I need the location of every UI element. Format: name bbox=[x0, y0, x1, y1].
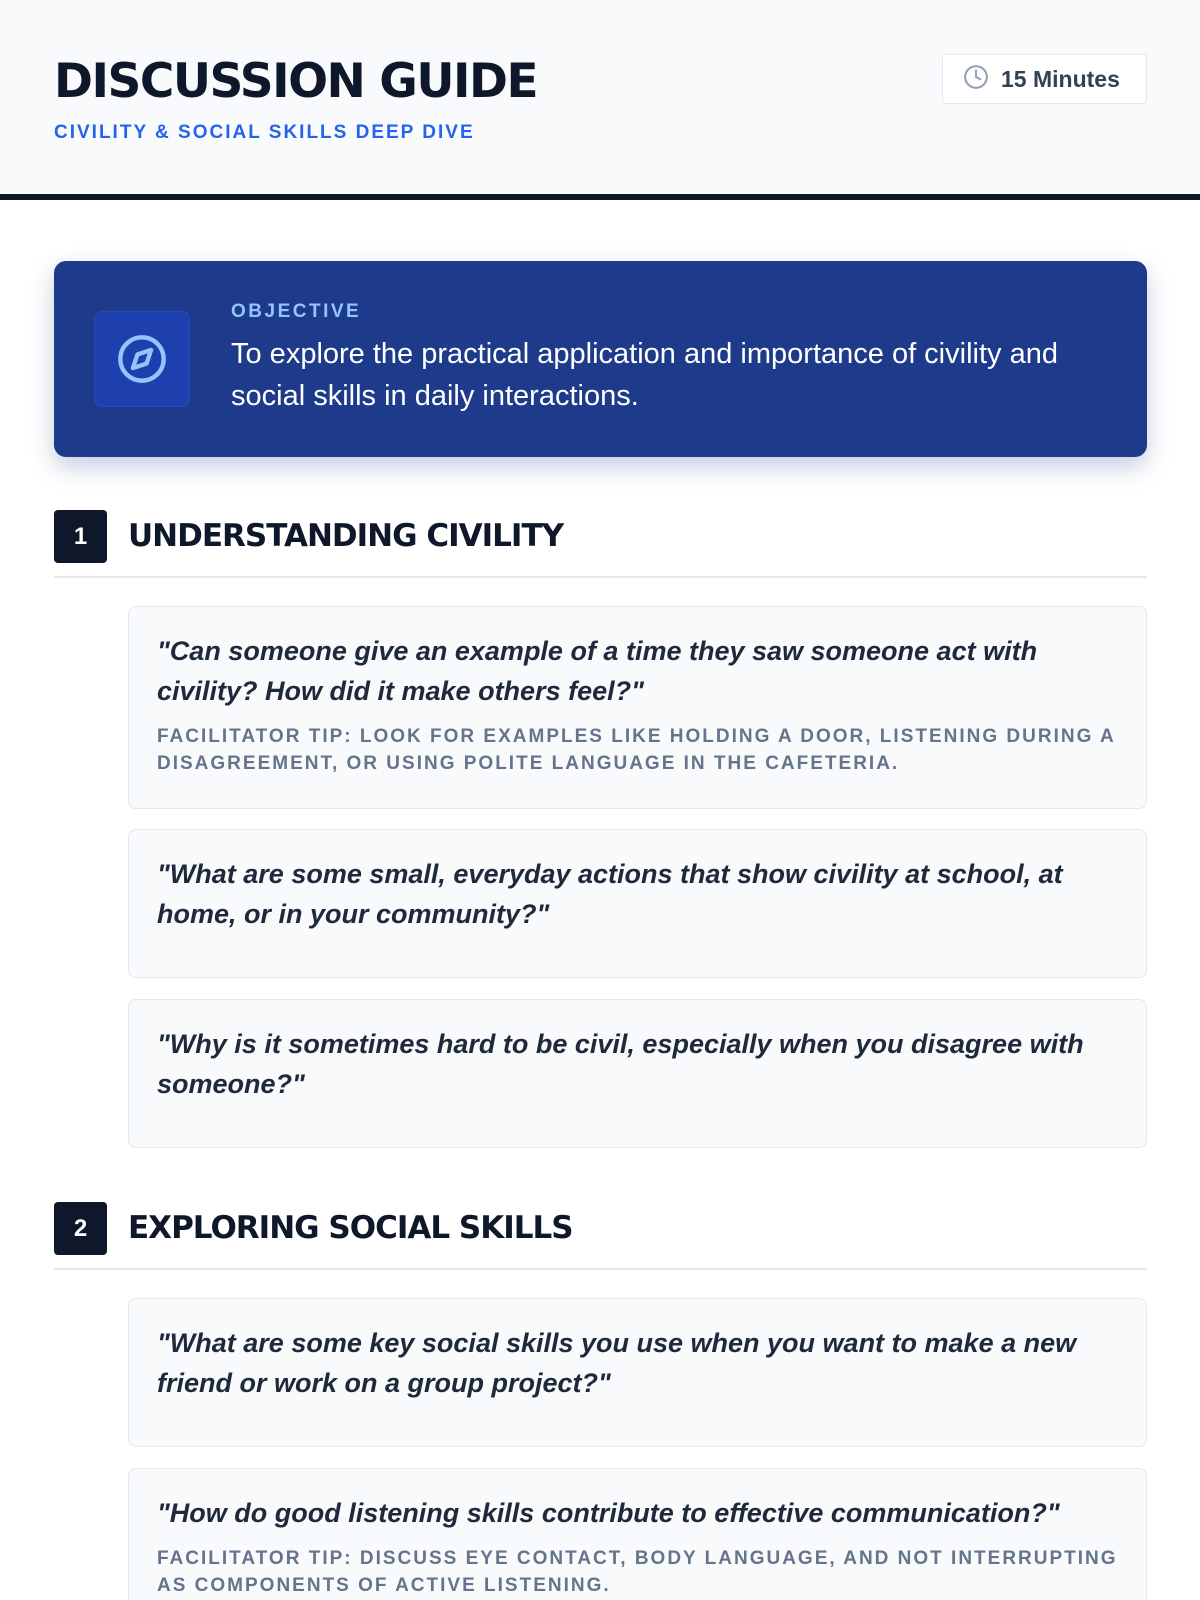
question-card bbox=[128, 999, 1147, 1148]
page-header bbox=[0, 0, 1200, 200]
question-text: "Why is it sometimes hard to be civil, especially when you disagree with someone?" bbox=[157, 1029, 1084, 1099]
section-number: 2 bbox=[54, 1202, 107, 1255]
compass-icon bbox=[94, 311, 190, 407]
page-title: DISCUSSION GUIDE bbox=[54, 54, 538, 109]
section-header bbox=[54, 1202, 1147, 1270]
objective-panel bbox=[54, 261, 1147, 457]
question-text: "How do good listening skills contribute to effective communication?" bbox=[157, 1498, 1060, 1528]
facilitator-tip: FACILITATOR TIP: LOOK FOR EXAMPLES LIKE HOLDING A DOOR, LISTENING DURING A DISAGREEMENT, OR USING POLITE LANGUAGE IN THE CAFETERIA. bbox=[157, 726, 1115, 774]
question-card bbox=[128, 1468, 1147, 1600]
section-exploring-social-skills bbox=[54, 1202, 1147, 1596]
objective-label: OBJECTIVE bbox=[231, 301, 362, 322]
question-card bbox=[128, 829, 1147, 978]
clock-icon bbox=[963, 64, 989, 95]
question-text: "What are some key social skills you use when you want to make a new friend or work on a group project?" bbox=[157, 1328, 1077, 1398]
section-header bbox=[54, 510, 1147, 578]
page-subtitle: CIVILITY & SOCIAL SKILLS DEEP DIVE bbox=[54, 122, 475, 143]
section-number: 1 bbox=[54, 510, 107, 563]
duration-text: 15 Minutes bbox=[1001, 65, 1120, 92]
question-card bbox=[128, 1298, 1147, 1447]
duration-badge bbox=[942, 54, 1147, 104]
question-text: "What are some small, everyday actions that show civility at school, at home, or in your community?" bbox=[157, 859, 1063, 929]
section-understanding-civility bbox=[54, 510, 1147, 1099]
facilitator-tip: FACILITATOR TIP: DISCUSS EYE CONTACT, BODY LANGUAGE, AND NOT INTERRUPTING AS COMPONENTS OF ACTIVE LISTENING. bbox=[157, 1548, 1118, 1596]
question-text: "Can someone give an example of a time they saw someone act with civility? How did it make others feel?" bbox=[157, 636, 1038, 706]
objective-text: To explore the practical application and importance of civility and social skills in daily interactions. bbox=[231, 338, 1058, 412]
section-title: UNDERSTANDING CIVILITY bbox=[128, 518, 564, 554]
section-title: EXPLORING SOCIAL SKILLS bbox=[128, 1210, 573, 1246]
question-card bbox=[128, 606, 1147, 809]
